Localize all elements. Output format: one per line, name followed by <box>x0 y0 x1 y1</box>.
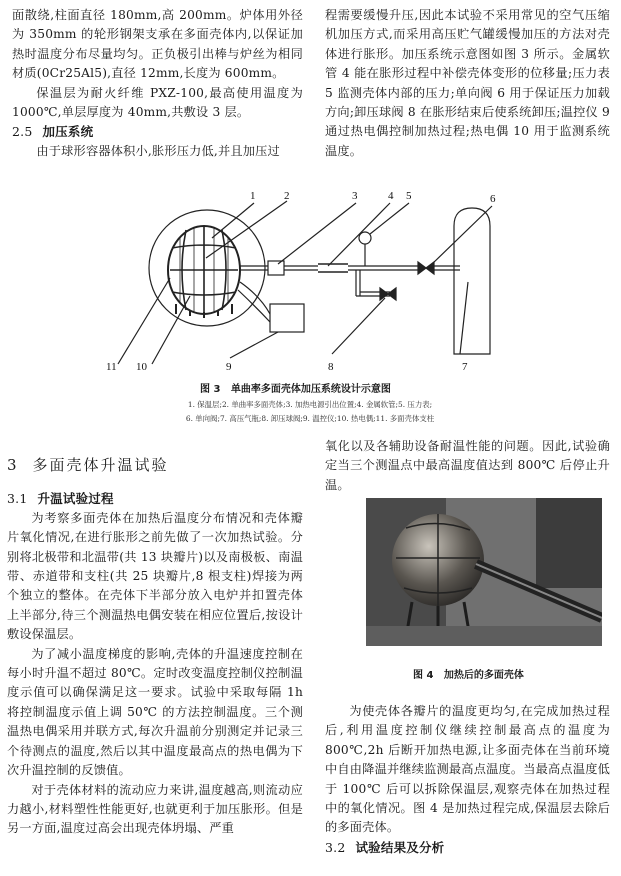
paragraph: 为考察多面壳体在加热后温度分布情况和壳体瓣片氧化情况,在进行胀形之前先做了一次加热试验。分别将北极带和北温带(共 13 块瓣片)以及南极板、南温带、赤道带和支柱(共 25 块瓣片,8 根支柱)焊接为两个独立的整体。在壳体下半部分放入电炉并扣置壳体上半部分,待三个测温热电偶安装在相应位置后,按设计敷设保温层。 <box>7 510 303 642</box>
paragraph: 由于球形容器体积小,胀形压力低,并且加压过 <box>36 143 280 158</box>
section-number: 3.1 <box>7 491 28 507</box>
section-heading-2-5 <box>12 122 303 141</box>
paragraph: 面散绕,柱面直径 180mm,高 200mm。炉体用外径为 350mm 的轮形钢架支承在多面壳体内,以保证加热时温度分布尽量均匀。正负极引出棒与炉丝为相同材质(0Cr25Al5),直径 12mm,长度为 600mm。 <box>12 8 303 81</box>
section-number: 3 <box>7 456 19 474</box>
label-number: 6 <box>490 193 496 205</box>
figure-number: 图 4 <box>413 670 434 681</box>
section-title: 试验结果及分析 <box>355 839 445 855</box>
legend-line: 1. 保温层;2. 单曲率多面壳体;3. 加热电源引出位置;4. 金属软管;5. 压力表; <box>187 400 433 409</box>
section-title: 多面壳体升温试验 <box>32 456 169 474</box>
label-number: 2 <box>284 190 290 202</box>
section-heading-3 <box>7 456 303 475</box>
heated-shell-photo <box>366 498 602 646</box>
top-right-column <box>325 6 610 161</box>
insulation-layer <box>149 210 265 326</box>
paragraph: 氧化以及各辅助设备耐温性能的问题。因此,试验确定当三个测温点中最高温度值达到 800℃ 后停止升温。 <box>325 439 610 492</box>
section-title: 升温试验过程 <box>37 491 114 507</box>
figure-3-caption <box>200 380 391 395</box>
label-number: 11 <box>106 361 117 373</box>
legend-line: 6. 单向阀;7. 高压气瓶;8. 卸压球阀;9. 温控仪;10. 热电偶;11. 多面壳体支柱 <box>185 414 435 423</box>
right-lower-column-bottom <box>325 702 610 857</box>
paragraph: 为使壳体各瓣片的温度更均匀,在完成加热过程后,利用温度控制仪继续控制最高点的温度为 800℃,2h 后断开加热电源,让多面壳体在当前环境中自由降温并继续监测最高点温度。当最高点温度低于 100℃ 后可以拆除保温层,观察壳体在加热过程中的氧化情况。图 4 是加热过程完成,保温层去除后的多面壳体。 <box>325 704 610 835</box>
top-left-column <box>12 6 303 161</box>
label-number: 4 <box>388 190 394 202</box>
pressurization-system-diagram <box>100 186 520 376</box>
section-heading-3-2 <box>325 838 610 857</box>
figure-4-caption <box>413 666 524 681</box>
section-3-column <box>7 456 303 839</box>
figure-title: 单曲率多面壳体加压系统设计示意图 <box>230 384 391 395</box>
label-number: 9 <box>226 361 232 373</box>
label-number: 10 <box>136 361 147 373</box>
figure-title: 加热后的多面壳体 <box>443 670 524 681</box>
label-number: 3 <box>352 190 358 202</box>
paragraph: 对于壳体材料的流动应力来讲,温度越高,则流动应力越小,材料塑性性能更好,也就更利于加压胀形。但是另一方面,温度过高会出现壳体坍塌、严重 <box>7 782 303 836</box>
figure-3-legend <box>80 398 540 426</box>
temperature-controller <box>270 304 304 332</box>
section-number: 2.5 <box>12 124 33 140</box>
right-lower-column-top <box>325 437 610 495</box>
section-number: 3.2 <box>325 839 346 855</box>
paragraph: 保温层为耐火纤维 PXZ-100,最高使用温度为 1000℃,单层厚度为 40mm,共敷设 3 层。 <box>12 85 303 120</box>
section-heading-3-1 <box>7 489 303 508</box>
figure-number: 图 3 <box>200 384 221 395</box>
label-number: 8 <box>328 361 334 373</box>
paragraph: 为了减小温度梯度的影响,壳体的升温速度控制在每小时升温不超过 80℃。定时改变温度控制仪控制温度示值可以确保满足这一要求。试验中采取每隔 1h 将控制温度示值上调 50℃ 的方法控制温度。三个测温热电偶采用并联方式,每次升温前分别测定并记录三个待测点的温度,然后以其中温度最高点的热电偶为下次升温控制的反馈值。 <box>7 646 303 778</box>
label-number: 5 <box>406 190 412 202</box>
label-number: 1 <box>250 190 256 202</box>
paragraph: 程需要缓慢升压,因此本试验不采用常见的空气压缩机加压方式,而采用高压贮气罐缓慢加压的方法对壳体进行胀形。加压系统示意图如图 3 所示。金属软管 4 能在胀形过程中补偿壳体变形的位移量;压力表 5 监测壳体内部的压力;单向阀 6 用于保证压力加载方向;卸压球阀 8 在胀形结束后使系统卸压;温控仪 9 通过热电偶控制加热过程;热电偶 10 用于监测系统温度。 <box>325 8 610 158</box>
section-title: 加压系统 <box>42 124 94 140</box>
label-number: 7 <box>462 361 468 373</box>
